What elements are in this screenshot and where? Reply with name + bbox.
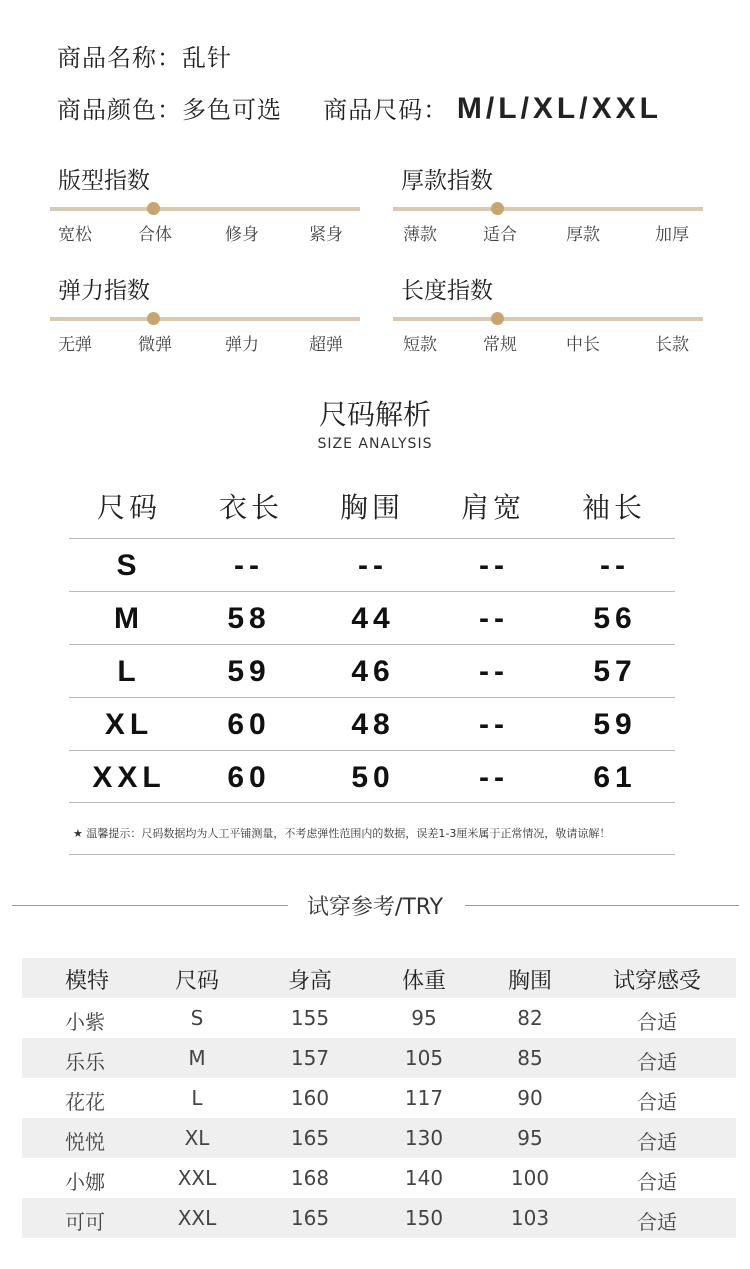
try-cell: 165 [290,1126,330,1150]
index-label: 中长 [566,335,600,355]
size-cell: S [116,549,142,582]
try-cell: 157 [290,1046,330,1070]
size-cell: XL [104,708,154,741]
product-size-label: 商品尺码： [323,96,449,124]
index-title: 厚款指数 [401,168,493,194]
product-color-size [57,90,662,126]
table-row [22,1038,736,1078]
product-color: 商品颜色：多色可选 [57,96,282,124]
size-cell: -- [479,708,509,741]
size-header-cell: 肩宽 [460,491,526,524]
product-name: 商品名称：乱针 [57,44,232,72]
size-cell: -- [479,655,509,688]
try-cell: 160 [290,1086,330,1110]
size-cell: M [114,602,144,635]
size-table-header [69,478,675,538]
table-row [69,697,675,750]
table-row [22,1158,736,1198]
size-cell: XXL [92,761,166,794]
size-cell: -- [479,549,509,582]
table-row [22,1078,736,1118]
size-cell: -- [479,602,509,635]
try-cell: 100 [510,1166,550,1190]
index-label: 厚款 [566,225,600,245]
index-length [393,272,703,355]
size-cell: 60 [227,761,271,794]
try-on-header [22,958,736,998]
size-cell: 56 [593,602,637,635]
size-table [69,478,675,803]
try-cell: XXL [177,1166,217,1190]
index-label: 紧身 [309,225,343,245]
table-row [69,538,675,591]
try-cell: 105 [404,1046,444,1070]
size-analysis-title: 尺码解析 [318,398,431,431]
try-cell: 168 [290,1166,330,1190]
try-cell: 95 [517,1126,543,1150]
size-header-cell: 衣长 [218,491,284,524]
table-row [22,1118,736,1158]
try-header-cell: 模特 [64,969,110,994]
try-cell: 可可 [65,1210,105,1234]
index-dot [147,202,160,215]
table-row [69,750,675,803]
try-on-table [22,958,736,1238]
index-dot [147,312,160,325]
size-header-cell: 胸围 [339,491,405,524]
index-label: 合体 [138,225,172,245]
try-cell: 乐乐 [65,1050,105,1074]
index-dot [491,312,504,325]
table-row [22,998,736,1038]
try-on-title: 试穿参考/TRY [306,895,444,920]
try-cell: 82 [517,1006,543,1030]
index-title: 长度指数 [401,278,493,304]
try-cell: XXL [177,1206,217,1230]
try-cell: 合适 [637,1050,677,1074]
size-cell: -- [600,549,630,582]
index-label: 无弹 [58,335,92,355]
size-header-cell: 袖长 [581,491,647,524]
try-cell: 103 [510,1206,550,1230]
index-title: 弹力指数 [58,278,150,304]
size-cell: L [117,655,141,688]
try-cell: 117 [404,1086,444,1110]
index-label: 修身 [225,225,259,245]
index-label: 弹力 [225,335,259,355]
index-label: 加厚 [655,225,689,245]
try-cell: 90 [517,1086,543,1110]
size-cell: 59 [593,708,637,741]
index-track [50,207,360,211]
size-cell: 59 [227,655,271,688]
index-label: 宽松 [58,225,92,245]
index-label: 超弹 [309,335,343,355]
divider [69,854,675,855]
size-cell: 46 [351,655,395,688]
try-cell: 140 [404,1166,444,1190]
try-cell: L [191,1086,203,1110]
size-cell: -- [358,549,388,582]
index-elasticity [50,272,360,355]
index-track [50,317,360,321]
index-fit [50,162,360,245]
size-cell: 48 [351,708,395,741]
index-thickness [393,162,703,245]
try-header-cell: 胸围 [507,969,553,994]
size-cell: -- [479,761,509,794]
try-cell: M [188,1046,206,1070]
try-cell: 130 [404,1126,444,1150]
try-cell: 合适 [637,1130,677,1154]
try-cell: 悦悦 [65,1130,105,1154]
size-analysis-subtitle: SIZE ANALYSIS [317,436,433,452]
try-cell: S [190,1006,204,1030]
index-title: 版型指数 [58,168,150,194]
try-cell: 小娜 [65,1170,105,1194]
try-cell: 合适 [637,1170,677,1194]
try-cell: XL [184,1126,210,1150]
index-track [393,207,703,211]
index-label: 薄款 [403,225,437,245]
divider [465,905,739,906]
index-dot [491,202,504,215]
try-cell: 95 [411,1006,437,1030]
size-cell: 60 [227,708,271,741]
index-label: 常规 [483,335,517,355]
index-label: 短款 [403,335,437,355]
try-header-cell: 体重 [401,969,447,994]
product-size-value: M/L/XL/XXL [456,92,662,125]
table-row [69,591,675,644]
index-label: 微弹 [138,335,172,355]
table-row [69,644,675,697]
index-label: 长款 [655,335,689,355]
index-label: 适合 [483,225,517,245]
try-cell: 85 [517,1046,543,1070]
size-cell: 44 [351,602,395,635]
try-cell: 花花 [65,1090,105,1114]
index-track [393,317,703,321]
try-cell: 合适 [637,1010,677,1034]
try-cell: 150 [404,1206,444,1230]
try-header-cell: 试穿感受 [612,969,702,994]
try-cell: 165 [290,1206,330,1230]
size-cell: -- [234,549,264,582]
try-header-cell: 身高 [287,969,333,994]
try-cell: 合适 [637,1210,677,1234]
divider [12,905,288,906]
try-cell: 155 [290,1006,330,1030]
table-row [22,1198,736,1238]
size-header-cell: 尺码 [96,491,162,524]
size-cell: 61 [593,761,637,794]
size-cell: 58 [227,602,271,635]
try-cell: 小紫 [65,1010,105,1034]
try-header-cell: 尺码 [174,969,220,994]
try-cell: 合适 [637,1090,677,1114]
size-note: ★ 温馨提示：尺码数据均为人工平铺测量，不考虑弹性范围内的数据，误差1-3厘米属于正常情况，敬请谅解！ [73,827,611,840]
size-cell: 50 [351,761,395,794]
size-cell: 57 [593,655,637,688]
